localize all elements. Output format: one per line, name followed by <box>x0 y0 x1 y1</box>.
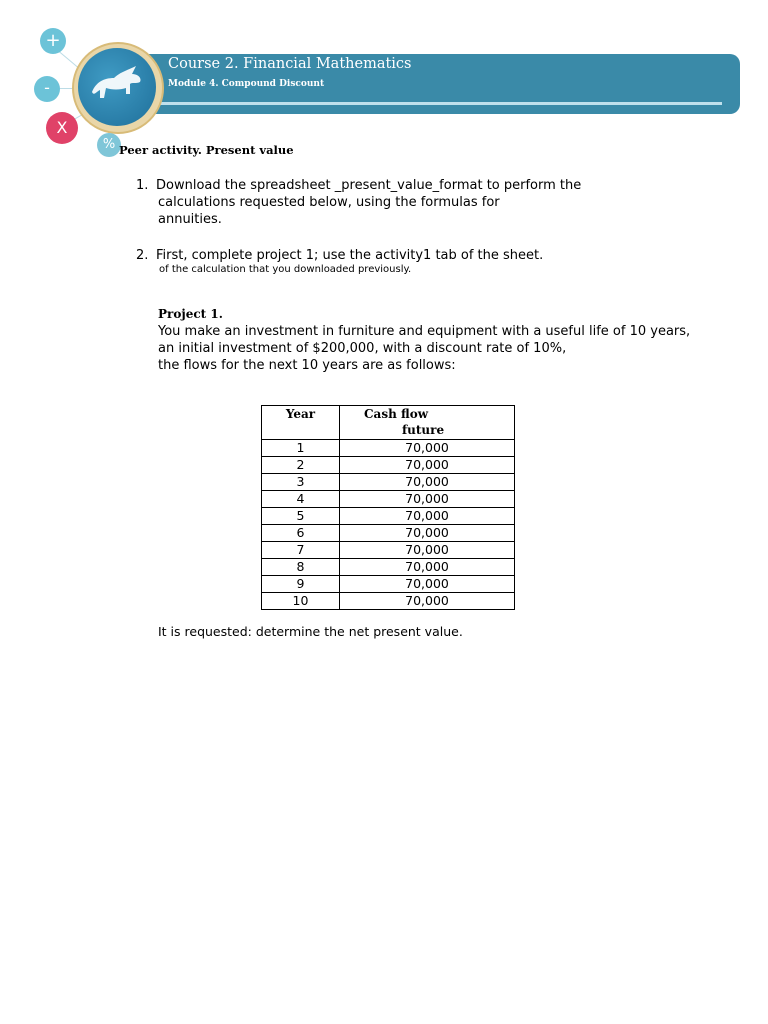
item-line: calculations requested below, using the formulas for <box>158 195 500 210</box>
table-row <box>262 542 515 559</box>
cell-flow: 70,000 <box>340 542 515 559</box>
header-cash-flow-line1: Cash flow <box>364 407 429 421</box>
cell-year: 10 <box>262 593 340 610</box>
times-icon: X <box>46 112 78 144</box>
cell-year: 8 <box>262 559 340 576</box>
cell-year: 7 <box>262 542 340 559</box>
cell-flow: 70,000 <box>340 491 515 508</box>
table-row <box>262 440 515 457</box>
item-number: 2. <box>136 248 149 263</box>
cell-flow: 70,000 <box>340 474 515 491</box>
table-row <box>262 593 515 610</box>
table-row <box>262 491 515 508</box>
table-row <box>262 576 515 593</box>
course-title: Course 2. Financial Mathematics <box>168 56 412 72</box>
header-divider <box>160 102 722 105</box>
table-row <box>262 559 515 576</box>
table-header-row <box>262 406 515 440</box>
activity-title: Peer activity. Present value <box>119 143 294 157</box>
cell-flow: 70,000 <box>340 440 515 457</box>
cell-year: 2 <box>262 457 340 474</box>
instruction-subnote: of the calculation that you downloaded previously. <box>159 264 412 275</box>
bull-logo-icon <box>86 62 146 108</box>
instruction-item <box>136 247 606 264</box>
cell-flow: 70,000 <box>340 457 515 474</box>
cell-flow: 70,000 <box>340 593 515 610</box>
cell-year: 9 <box>262 576 340 593</box>
instruction-item <box>136 177 606 228</box>
item-number: 1. <box>136 178 149 193</box>
table-row <box>262 457 515 474</box>
item-line: First, complete project 1; use the activity1 tab of the sheet. <box>156 248 544 263</box>
minus-icon: - <box>34 76 60 102</box>
cell-year: 1 <box>262 440 340 457</box>
module-title: Module 4. Compound Discount <box>168 79 325 89</box>
plus-icon: + <box>40 28 66 54</box>
header-cash-flow-line2: future <box>402 423 445 437</box>
percent-icon: % <box>97 133 121 157</box>
cell-year: 3 <box>262 474 340 491</box>
cell-flow: 70,000 <box>340 525 515 542</box>
cell-flow: 70,000 <box>340 559 515 576</box>
table-row <box>262 525 515 542</box>
item-line: Download the spreadsheet _present_value_format to perform the <box>156 178 582 193</box>
cash-flow-table <box>261 405 515 610</box>
requested-statement: It is requested: determine the net present value. <box>158 624 463 639</box>
cell-year: 6 <box>262 525 340 542</box>
cell-year: 4 <box>262 491 340 508</box>
table-row <box>262 474 515 491</box>
header-year: Year <box>262 406 340 440</box>
project-line: the flows for the next 10 years are as follows: <box>158 358 456 373</box>
cell-year: 5 <box>262 508 340 525</box>
table-row <box>262 508 515 525</box>
project-line: an initial investment of $200,000, with a discount rate of 10%, <box>158 341 567 356</box>
header-cash-flow <box>340 406 515 440</box>
project-description <box>158 323 691 374</box>
cell-flow: 70,000 <box>340 576 515 593</box>
project-line: You make an investment in furniture and equipment with a useful life of 10 years, <box>158 324 691 339</box>
project-title: Project 1. <box>158 307 223 321</box>
cell-flow: 70,000 <box>340 508 515 525</box>
item-line: annuities. <box>158 212 222 227</box>
